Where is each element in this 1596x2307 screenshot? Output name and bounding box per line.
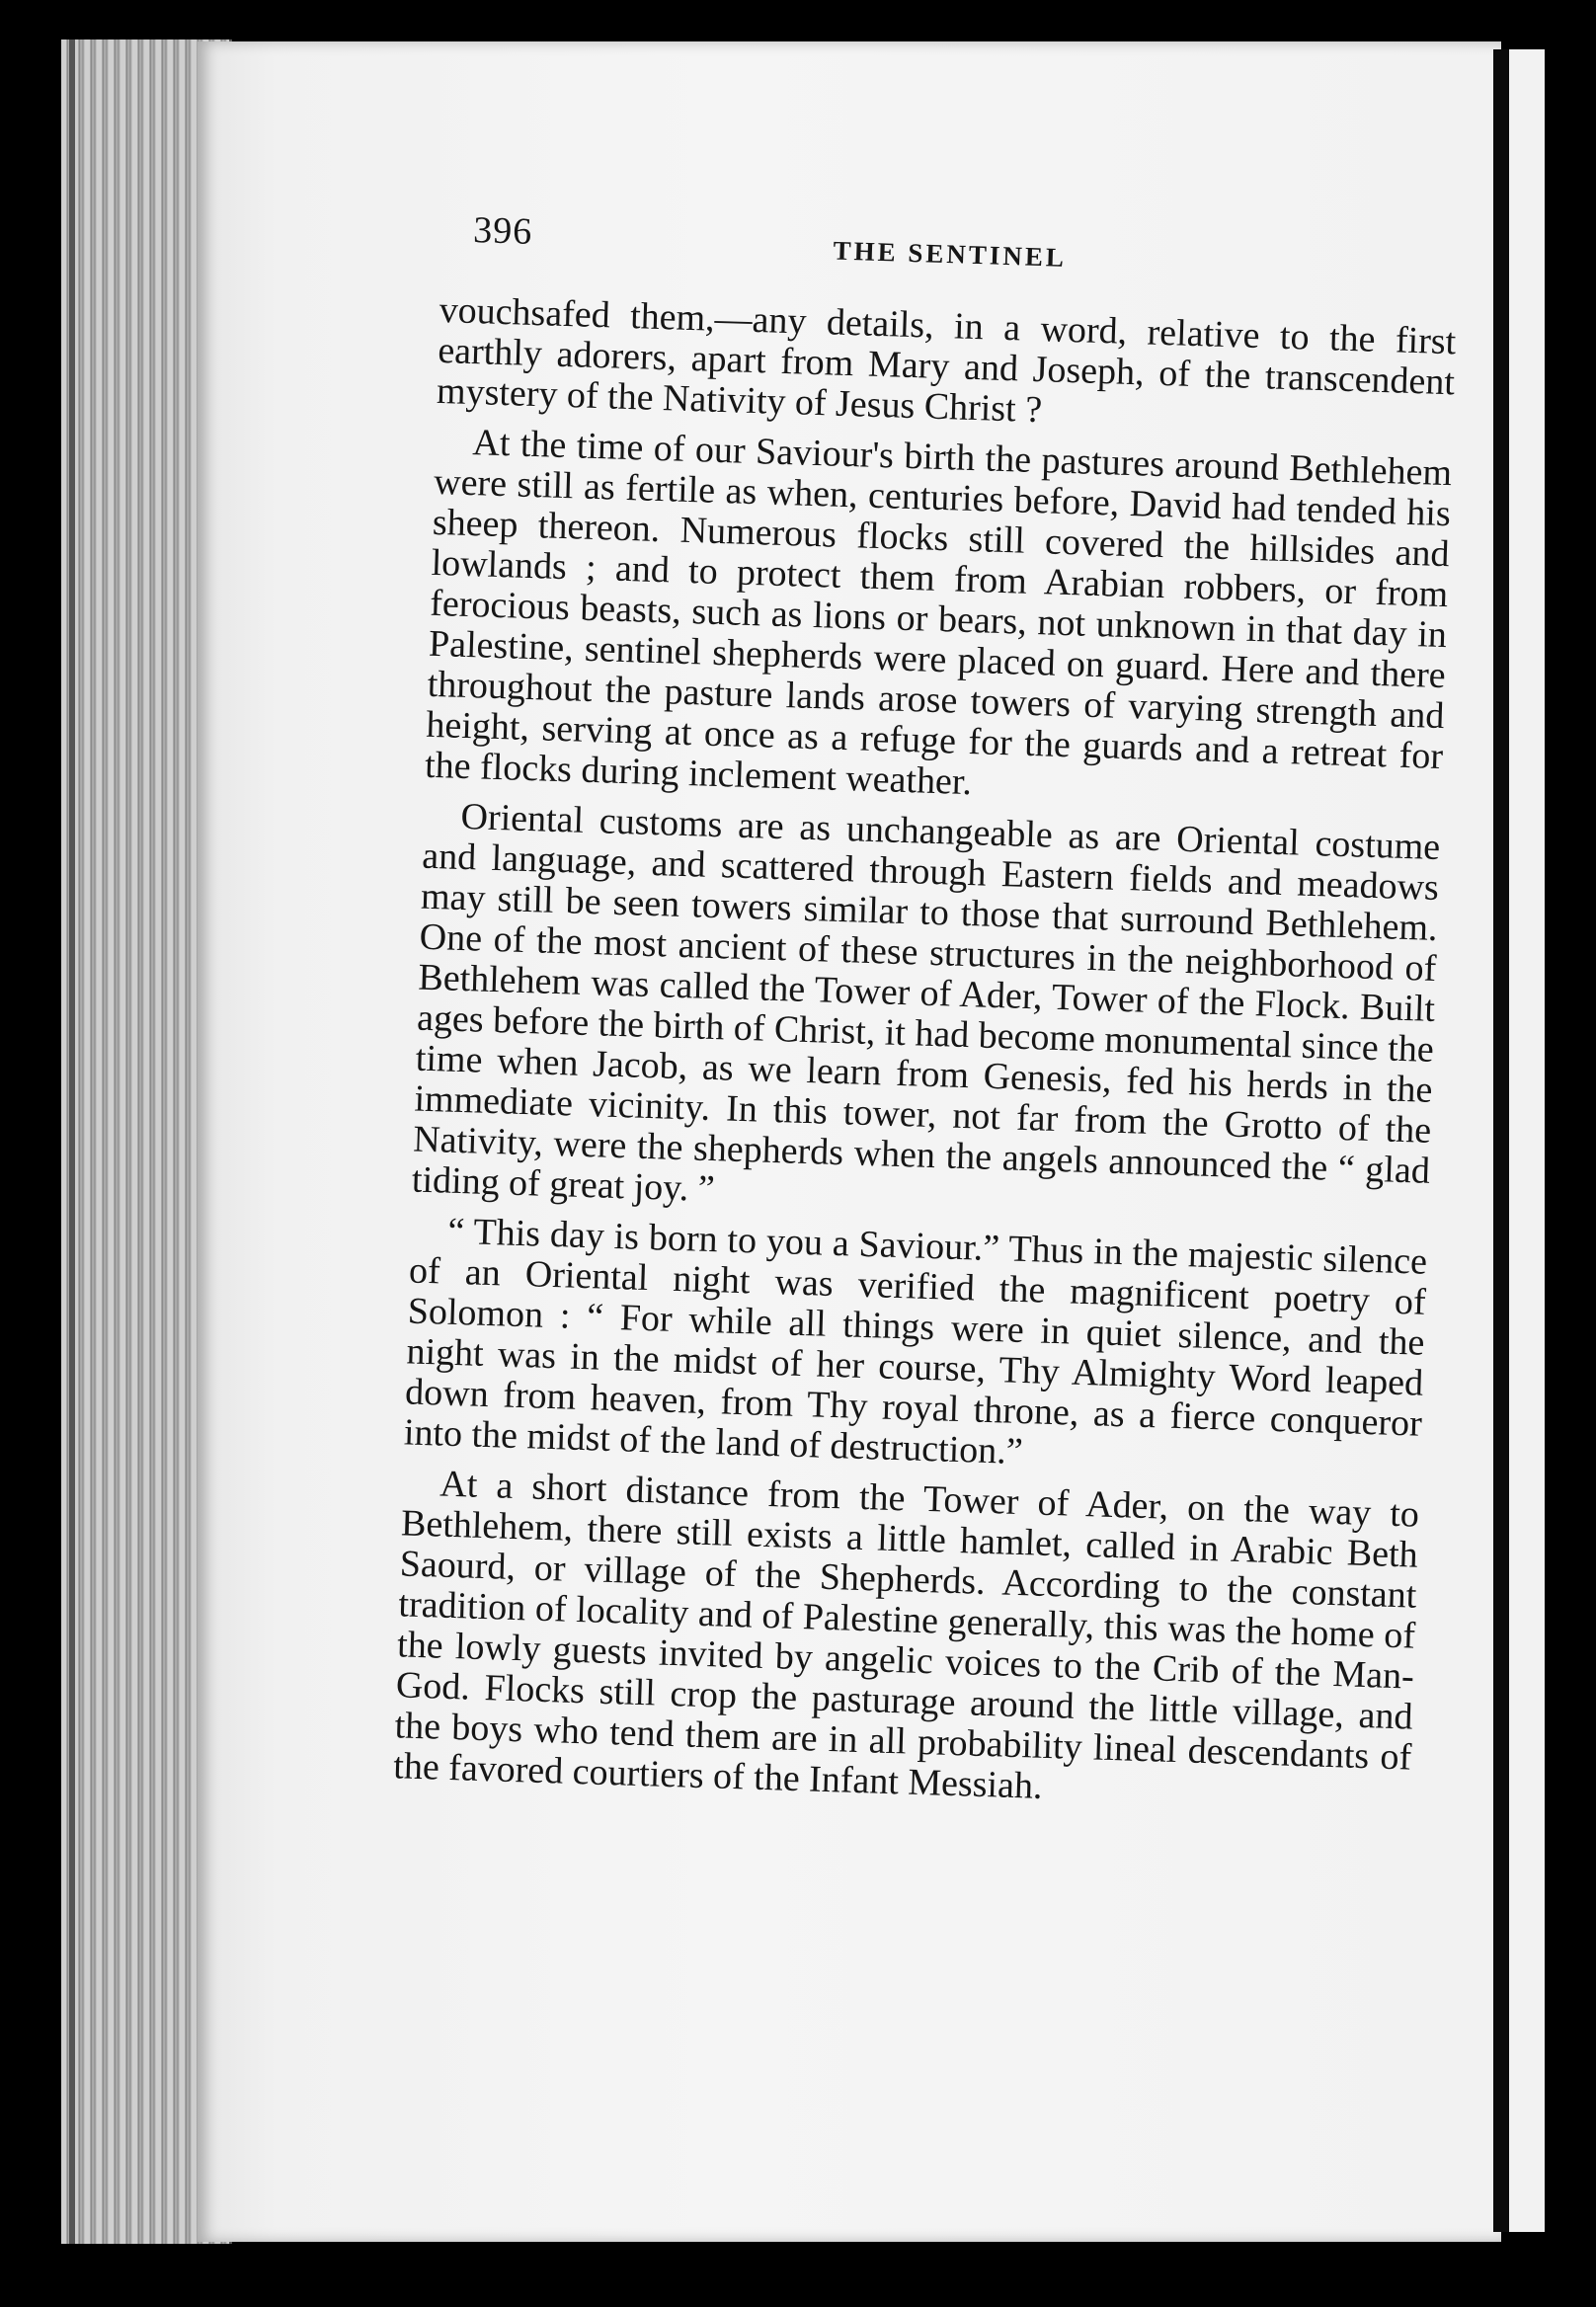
paragraph-3: Oriental customs are as unchangeable as are Oriental costume and language, and scattered through Eastern fields and meadows may still be seen towers similar to those that surround Bethlehem. One of the most ancient of these structures in the neighborhood of Bethlehem was called the Tower of Ader, Tower of the Flock. Built ages before the birth of Christ, it had become monumental since the time when Jacob, as we learn from Genesis, fed his herds in the immediate vicinity. In this tower, not far from the Grotto of the Nativity, were the shepherds when the angels announced the “ glad tiding of great joy. ”	[411, 795, 1441, 1211]
page-number: 396	[472, 209, 533, 253]
page-stack-shadow	[69, 40, 75, 2244]
running-title: THE SENTINEL	[833, 235, 1068, 273]
body-text	[393, 290, 1457, 1819]
paragraph-4: “ This day is born to you a Saviour.” Thus in the majestic silence of an Oriental night was verified the magnificent poetry of Solomon : “ For while all things were in quiet silence, and the night was in the midst of her course, Thy Almighty Word leaped down from heaven, from Thy royal throne, as a fierce conqueror into the midst of the land of destruction.”	[403, 1210, 1428, 1473]
paragraph-2: At the time of our Saviour's birth the pastures around Bethlehem were still as fertile as when, centuries before, David had tended his sheep thereon. Numerous flocks still covered the hillsides and lowlands ; and to protect them from Arabian robbers, or from ferocious beasts, such as lions or bears, not unknown in that day in Palestine, sentinel shepherds were placed on guard. Here and there throughout the pasture lands arose towers of varying strength and height, serving at once as a refuge for the guards and a retreat for the flocks during inclement weather.	[424, 422, 1453, 804]
facing-page-edge	[1493, 49, 1545, 2232]
paragraph-1: vouchsafed them,—any details, in a word, relative to the first earthly adorers, apart from Mary and Joseph, of the transcendent mystery of the Nativity of Jesus Christ ?	[436, 288, 1457, 432]
paragraph-5: At a short distance from the Tower of Ader, on the way to Bethlehem, there still exists a little hamlet, called in Arabic Beth Saourd, or village of the Shepherds. According to the constant tradition of locality and of Palestine generally, this was the home of the lowly guests invited by angelic voices to the Crib of the Man-God. Flocks still crop the pasturage around the little village, and the boys who tend them are in all probability lineal descendants of the favored courtiers of the Infant Messiah.	[392, 1463, 1420, 1807]
page-content	[393, 207, 1460, 1819]
